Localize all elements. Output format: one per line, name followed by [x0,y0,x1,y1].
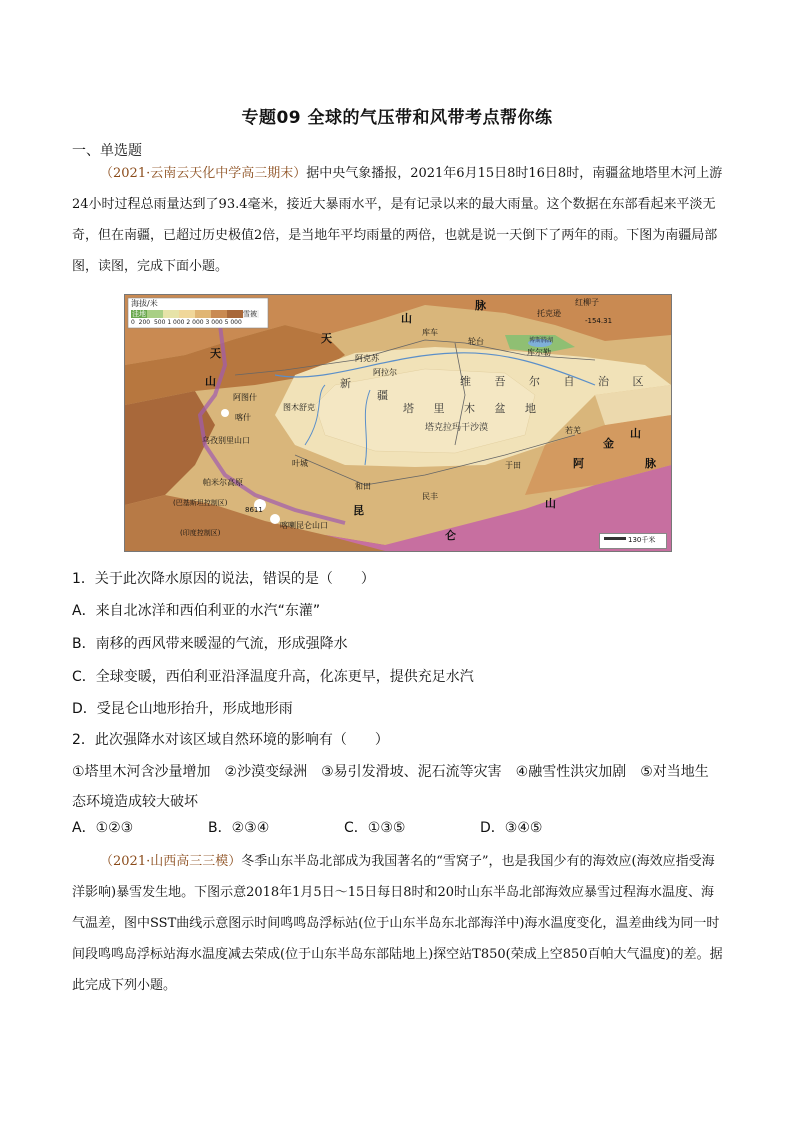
label-kuerle: 库尔勒 [527,348,551,357]
map-scale-bar [599,533,667,549]
legend-ticks: 0 200 500 1 000 2 000 3 000 5 000 [131,319,242,326]
label-pakistan: (巴基斯坦控制区) [173,499,228,507]
label-akesu: 阿克苏 [355,354,379,363]
label-india: (印度控制区) [180,529,221,537]
label-desert: 塔克拉玛干沙漠 [425,423,489,433]
label-minfeng: 民丰 [422,492,438,501]
label-jin: 金 [603,437,614,450]
label-kuche: 库车 [422,328,438,337]
label-ruoqiang: 若羌 [565,426,581,435]
label-wuqia: 乌孜别里山口 [202,436,250,445]
label-basin: 塔 里 木 盆 地 [403,402,544,415]
question-2-stem: 2．此次强降水对该区域自然环境的影响有（ ） [72,732,389,748]
label-alaer: 阿拉尔 [373,368,397,377]
question-2-items-line-1: ①塔里木河含沙量增加 ②沙漠变绿洲 ③易引发滑坡、泥石流等灾害 ④融雪性洪灾加剧 ⑤对当地生 [72,764,709,780]
label-tian-1: 天 [321,332,332,345]
label-kun: 昆 [353,504,364,517]
legend-left-label: 洼地 [132,310,146,318]
label-hongmiao: 红柳子 [575,298,599,307]
question-2-options [72,817,732,837]
label-tumushuke: 图木舒克 [283,403,315,412]
label-shan-4: 山 [630,427,641,440]
label-elev-1: -154.31 [585,317,613,325]
question-2-items-line-2: 态环境造成较大破坏 [72,794,198,810]
passage-2-source: （2021·山西高三三模） [100,854,242,869]
label-atushi: 阿图什 [233,393,257,402]
question-1-option-a: A．来自北冰洋和西伯利亚的水汽“东灌” [72,603,321,619]
label-yecheng: 叶城 [292,459,308,468]
label-region: 维 吾 尔 自 治 区 [460,375,654,388]
label-mai-3: 脉 [645,457,656,470]
label-karakoram: 喀喇昆仑山口 [280,521,328,530]
label-lun: 仑 [445,529,456,542]
legend-right-label: 雪被 [243,310,257,318]
scale-label: 130千米 [628,536,656,544]
question-2-option-c: C．①③⑤ [344,820,406,836]
label-hetian: 和田 [355,482,371,491]
label-jiang: 疆 [377,389,388,402]
label-tian-2: 天 [210,347,221,360]
passage-2-text: 冬季山东半岛北部成为我国著名的“雪窝子”，也是我国少有的海效应(海效应指受海洋影响)暴雪发生地。下图示意2018年1月5日～15日每日8时和20时山东半岛北部海效应暴雪过程海水温度、海气温差，图中SST曲线示意图示时间鸣鸣岛浮标站(位于山东半岛东北部海洋中)海水温度变化，温差曲线为同一时间段鸣鸣岛浮标站海水温度减去荣成(位于山东半岛东部陆地上)探空站T850(荣成上空850百帕大气温度)的差。据此完成下列小题。 [72,854,723,993]
section-heading: 一、单选题 [72,143,142,159]
question-2-option-d: D．③④⑤ [480,820,543,836]
question-1-option-d: D．受昆仑山地形抬升，形成地形雨 [72,701,293,717]
page-title: 专题09 全球的气压带和风带考点帮你练 [241,108,553,128]
question-2-option-a: A．①②③ [72,820,134,836]
south-xinjiang-map [124,294,672,552]
legend-title: 海拔/米 [131,299,158,308]
question-1-option-b: B．南移的西风带来暖湿的气流，形成强降水 [72,636,348,652]
label-a: 阿 [573,457,584,470]
label-shan-1: 山 [401,312,412,325]
map-graphic [125,295,671,551]
passage-1-text: 据中央气象播报，2021年6月15日8时16日8时，南疆盆地塔里木河上游24小时过程总雨量达到了93.4毫米，接近大暴雨水平，是有记录以来的最大雨量。这个数据在东部看起来平淡无奇，但在南疆，已超过历史极值2倍，是当地年平均雨量的两倍，也就是说一天倒下了两年的雨。下图为南疆局部图，读图，完成下面小题。 [72,166,723,274]
label-tuokexun: 托克逊 [537,309,561,318]
label-shan-3: 山 [545,497,556,510]
label-mai-1: 脉 [475,299,486,312]
label-xin: 新 [340,377,351,390]
question-1-stem: 1．关于此次降水原因的说法，错误的是（ ） [72,571,375,587]
passage-1-source: （2021·云南云天化中学高三期末） [100,166,307,181]
label-shan-2: 山 [205,375,216,388]
label-bosten: 博斯腾湖 [529,337,554,344]
label-yutian: 于田 [505,461,521,470]
passage-1 [72,158,724,282]
label-kashi: 喀什 [235,413,251,422]
label-elev-2: 8611 [245,506,263,514]
passage-2 [72,846,724,1001]
question-2-option-b: B．②③④ [208,820,270,836]
question-1-option-c: C．全球变暖，西伯利亚沿泽温度升高，化冻更早，提供充足水汽 [72,669,474,685]
label-luntai: 轮台 [468,337,484,346]
label-pamir: 帕米尔高原 [203,478,243,487]
